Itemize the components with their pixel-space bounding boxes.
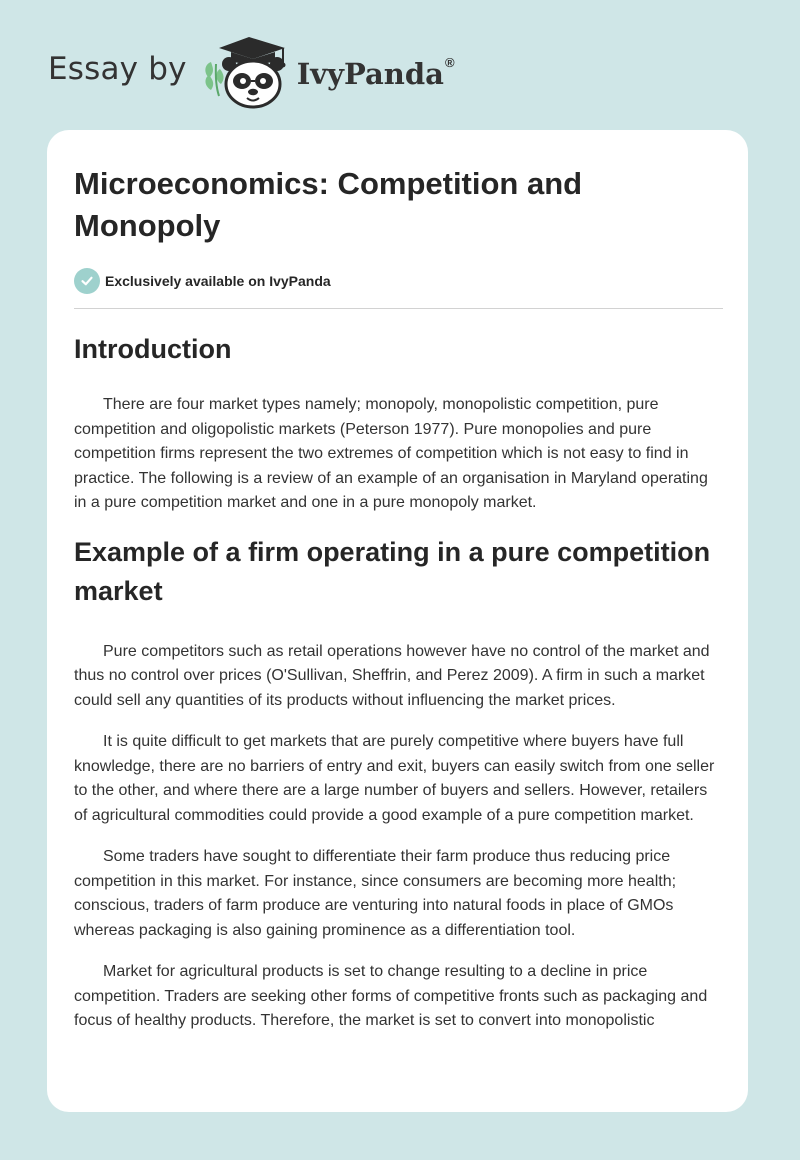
section-heading: Example of a firm operating in a pure competition market	[74, 536, 711, 606]
essay-by-label: Essay by	[48, 51, 187, 87]
essay-title: Microeconomics: Competition and Monopoly	[74, 166, 583, 243]
paragraph: Market for agricultural products is set to change resulting to a decline in price competition. Traders are seeking other forms of competitive fronts such as packaging and focus of healthy products. Therefore, the market is set to convert into monopolistic	[74, 963, 708, 1029]
section-heading: Introduction	[74, 334, 232, 364]
paragraph: Some traders have sought to differentiate their farm produce thus reducing price competition in this market. For instance, since consumers are becoming more health; conscious, traders of farm produce are venturing into natural foods in place of GMOs whereas packaging is also gaining prominence as a differentiation tool.	[74, 848, 677, 939]
panda-face-icon	[222, 57, 284, 107]
section-pure-competition-example	[74, 533, 723, 1034]
paragraph: It is quite difficult to get markets that are purely competitive where buyers have full knowledge, there are no barriers of entry and exit, buyers can easily switch from one seller to the other, and where there are a large number of buyers and sellers. However, retailers of agricultural commodities could provide a good example of a pure competition market.	[74, 733, 715, 824]
site-header	[48, 34, 455, 110]
paragraph: There are four market types namely; monopoly, monopolistic competition, pure competition and oligopolistic markets (Peterson 1977). Pure monopolies and pure competition firms represent the two extremes of competition which is not easy to find in practice. The following is a review of an example of an organisation in Maryland operating in a pure competition market and one in a pure monopoly market.	[74, 396, 708, 511]
exclusive-badge	[74, 268, 723, 294]
check-circle-icon	[74, 268, 100, 294]
ivy-leaf-icon	[205, 62, 223, 96]
section-introduction	[74, 330, 723, 516]
exclusive-badge-label: Exclusively available on IvyPanda	[105, 273, 331, 289]
essay-card	[47, 130, 748, 1112]
brand-name[interactable]	[297, 57, 455, 91]
essay-content	[74, 163, 723, 1034]
brand-name-text: IvyPanda	[296, 57, 444, 91]
trademark-symbol: ®	[444, 55, 455, 70]
paragraph: Pure competitors such as retail operations however have no control of the market and thus no control over prices (O'Sullivan, Sheffrin, and Perez 2009). A firm in such a market could sell any quantities of its products without influencing the market prices.	[74, 642, 710, 709]
panda-logo-icon[interactable]	[203, 34, 293, 110]
title-divider	[74, 308, 723, 309]
